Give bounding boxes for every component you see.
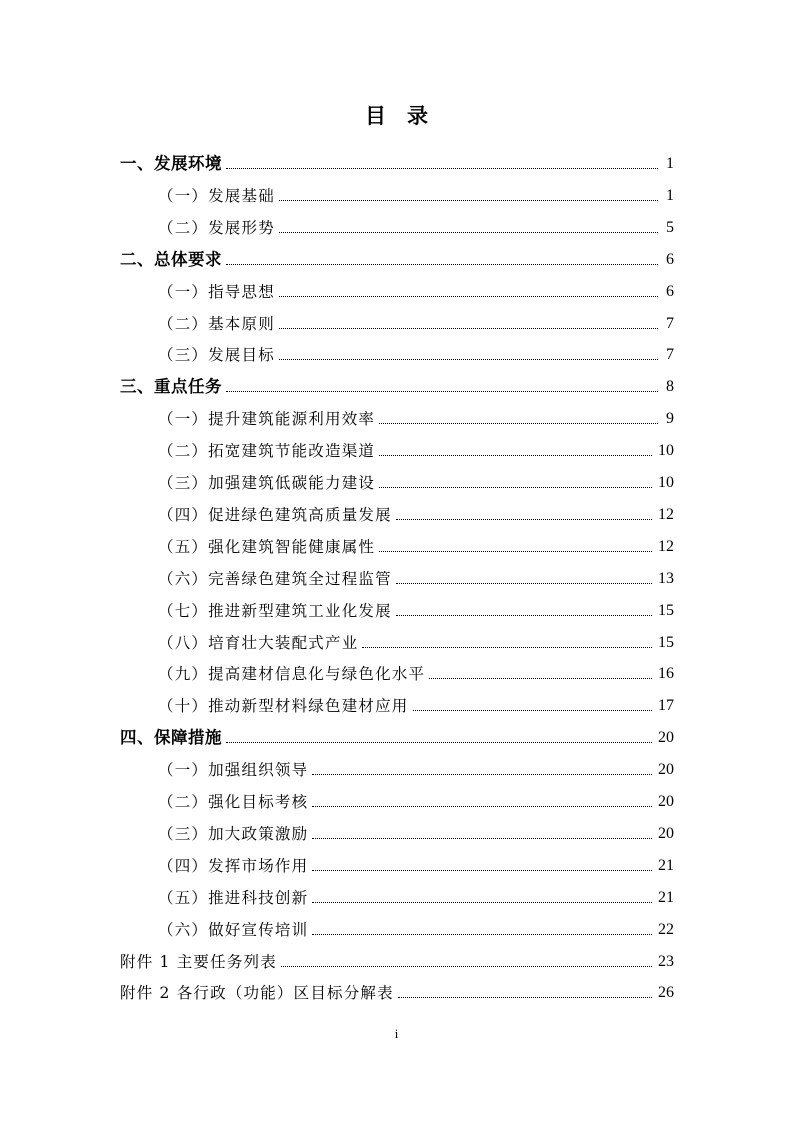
toc-entry-page-number: 15: [658, 601, 674, 619]
toc-entry-label: （一）发展基础: [158, 186, 275, 205]
toc-entry-label: （三）发展目标: [158, 346, 275, 365]
toc-subsection-entry[interactable]: [158, 529, 674, 557]
toc-entry-label: （五）强化建筑智能健康属性: [158, 537, 376, 556]
dot-leader: [279, 232, 658, 233]
toc-entry-page-number: 23: [658, 952, 674, 970]
toc-subsection-entry[interactable]: [158, 210, 674, 238]
toc-subsection-entry[interactable]: [158, 337, 674, 365]
toc-entry-label: （六）完善绿色建筑全过程监管: [158, 569, 392, 588]
toc-entry-page-number: 26: [658, 984, 674, 1002]
toc-entry-label: （一）提升建筑能源利用效率: [158, 410, 376, 429]
toc-entry-label: 一、发展环境: [120, 154, 222, 173]
toc-subsection-entry[interactable]: [158, 401, 674, 429]
toc-entry-page-number: 13: [658, 569, 674, 587]
dot-leader: [312, 902, 652, 903]
toc-entry-label: 二、总体要求: [120, 249, 222, 269]
dot-leader: [396, 519, 652, 520]
toc-entry-label: （五）推进科技创新: [158, 888, 309, 907]
toc-entry-page-number: 5: [666, 218, 674, 236]
dot-leader: [226, 391, 658, 392]
dot-leader: [398, 997, 652, 998]
toc-entry-page-number: 7: [666, 314, 674, 332]
toc-entry-page-number: 12: [658, 537, 674, 555]
dot-leader: [379, 423, 658, 424]
toc-entry-label: （二）发展形势: [158, 218, 275, 237]
toc-subsection-entry[interactable]: [158, 625, 674, 653]
toc-entry-page-number: 6: [666, 282, 674, 300]
toc-entry-page-number: 8: [666, 378, 674, 396]
toc-subsection-entry[interactable]: [158, 784, 674, 812]
toc-subsection-entry[interactable]: [158, 274, 674, 302]
toc-subsection-entry[interactable]: [158, 816, 674, 844]
toc-subsection-entry[interactable]: [158, 433, 674, 461]
dot-leader: [312, 838, 652, 839]
toc-entry-page-number: 10: [658, 474, 674, 491]
toc-entry-label: （三）加强建筑低碳能力建设: [158, 474, 376, 492]
toc-entry-page-number: 20: [658, 729, 674, 747]
toc-entry-page-number: 6: [666, 250, 674, 268]
dot-leader: [312, 806, 652, 807]
toc-section-entry[interactable]: [120, 242, 674, 270]
toc-entry-label: （十）推动新型材料绿色建材应用: [158, 697, 409, 716]
toc-entry-label: （四）发挥市场作用: [158, 856, 309, 875]
toc-subsection-entry[interactable]: [158, 561, 674, 589]
dot-leader: [312, 774, 652, 775]
toc-entry-page-number: 22: [658, 920, 674, 938]
dot-leader: [226, 742, 652, 743]
dot-leader: [279, 328, 658, 329]
dot-leader: [312, 870, 652, 871]
toc-entry-page-number: 21: [658, 888, 674, 906]
toc-entry-label: 四、保障措施: [120, 728, 222, 748]
dot-leader: [379, 551, 652, 552]
toc-title: 目 录: [365, 104, 428, 128]
toc-entry-page-number: 9: [666, 410, 674, 428]
dot-leader: [379, 487, 652, 488]
toc-entry-page-number: 10: [658, 442, 674, 460]
dot-leader: [362, 647, 652, 648]
dot-leader: [396, 583, 652, 584]
toc-entry-page-number: 20: [658, 793, 674, 810]
toc-entry-page-number: 1: [666, 186, 674, 204]
dot-leader: [379, 455, 652, 456]
toc-entry-label: （三）加大政策激励: [158, 824, 309, 843]
toc-entry-page-number: 21: [658, 856, 674, 874]
toc-subsection-entry[interactable]: [158, 912, 674, 940]
dot-leader: [281, 966, 652, 967]
toc-entry-label: 附件 2 各行政（功能）区目标分解表: [120, 984, 394, 1003]
dot-leader: [226, 168, 658, 169]
toc-subsection-entry[interactable]: [158, 306, 674, 334]
toc-entry-page-number: 12: [658, 505, 674, 523]
toc-subsection-entry[interactable]: [158, 848, 674, 876]
toc-entry-label: （二）基本原则: [158, 314, 275, 333]
toc-appendix-entry[interactable]: [120, 944, 674, 972]
toc-entry-label: （八）培育壮大装配式产业: [158, 633, 359, 652]
toc-entry-label: （七）推进新型建筑工业化发展: [158, 601, 392, 620]
toc-entry-page-number: 20: [658, 761, 674, 779]
toc-section-entry[interactable]: [120, 146, 674, 174]
toc-entry-label: 附件 1 主要任务列表: [120, 952, 277, 971]
toc-subsection-entry[interactable]: [158, 593, 674, 621]
toc-entry-page-number: 17: [658, 697, 674, 715]
toc-entry-label: （二）拓宽建筑节能改造渠道: [158, 442, 376, 461]
toc-entry-label: （六）做好宣传培训: [158, 920, 309, 939]
dot-leader: [396, 615, 652, 616]
toc-subsection-entry[interactable]: [158, 752, 674, 780]
toc-entry-label: （九）提高建材信息化与绿色化水平: [158, 665, 426, 684]
dot-leader: [413, 710, 652, 711]
dot-leader: [226, 264, 658, 265]
dot-leader: [279, 200, 658, 201]
toc-entry-page-number: 20: [658, 824, 674, 842]
toc-entry-label: （二）强化目标考核: [158, 793, 309, 811]
toc-subsection-entry[interactable]: [158, 497, 674, 525]
toc-subsection-entry[interactable]: [158, 688, 674, 716]
dot-leader: [279, 296, 658, 297]
toc-subsection-entry[interactable]: [158, 880, 674, 908]
page-number-footer: i: [394, 1026, 399, 1041]
toc-entry-page-number: 1: [666, 155, 674, 172]
toc-entry-page-number: 7: [666, 346, 674, 364]
toc-section-entry[interactable]: [120, 720, 674, 748]
toc-appendix-entry[interactable]: [120, 975, 674, 1003]
toc-entry-page-number: 15: [658, 633, 674, 651]
toc-entry-label: （一）指导思想: [158, 282, 275, 301]
toc-entry-page-number: 16: [658, 665, 674, 683]
toc-entry-label: （一）加强组织领导: [158, 761, 309, 780]
toc-entry-label: （四）促进绿色建筑高质量发展: [158, 505, 392, 524]
toc-section-entry[interactable]: [120, 369, 674, 397]
dot-leader: [279, 359, 658, 360]
dot-leader: [429, 678, 652, 679]
toc-subsection-entry[interactable]: [158, 465, 674, 493]
toc-subsection-entry[interactable]: [158, 178, 674, 206]
dot-leader: [312, 934, 652, 935]
toc-entry-label: 三、重点任务: [120, 377, 222, 397]
toc-subsection-entry[interactable]: [158, 656, 674, 684]
